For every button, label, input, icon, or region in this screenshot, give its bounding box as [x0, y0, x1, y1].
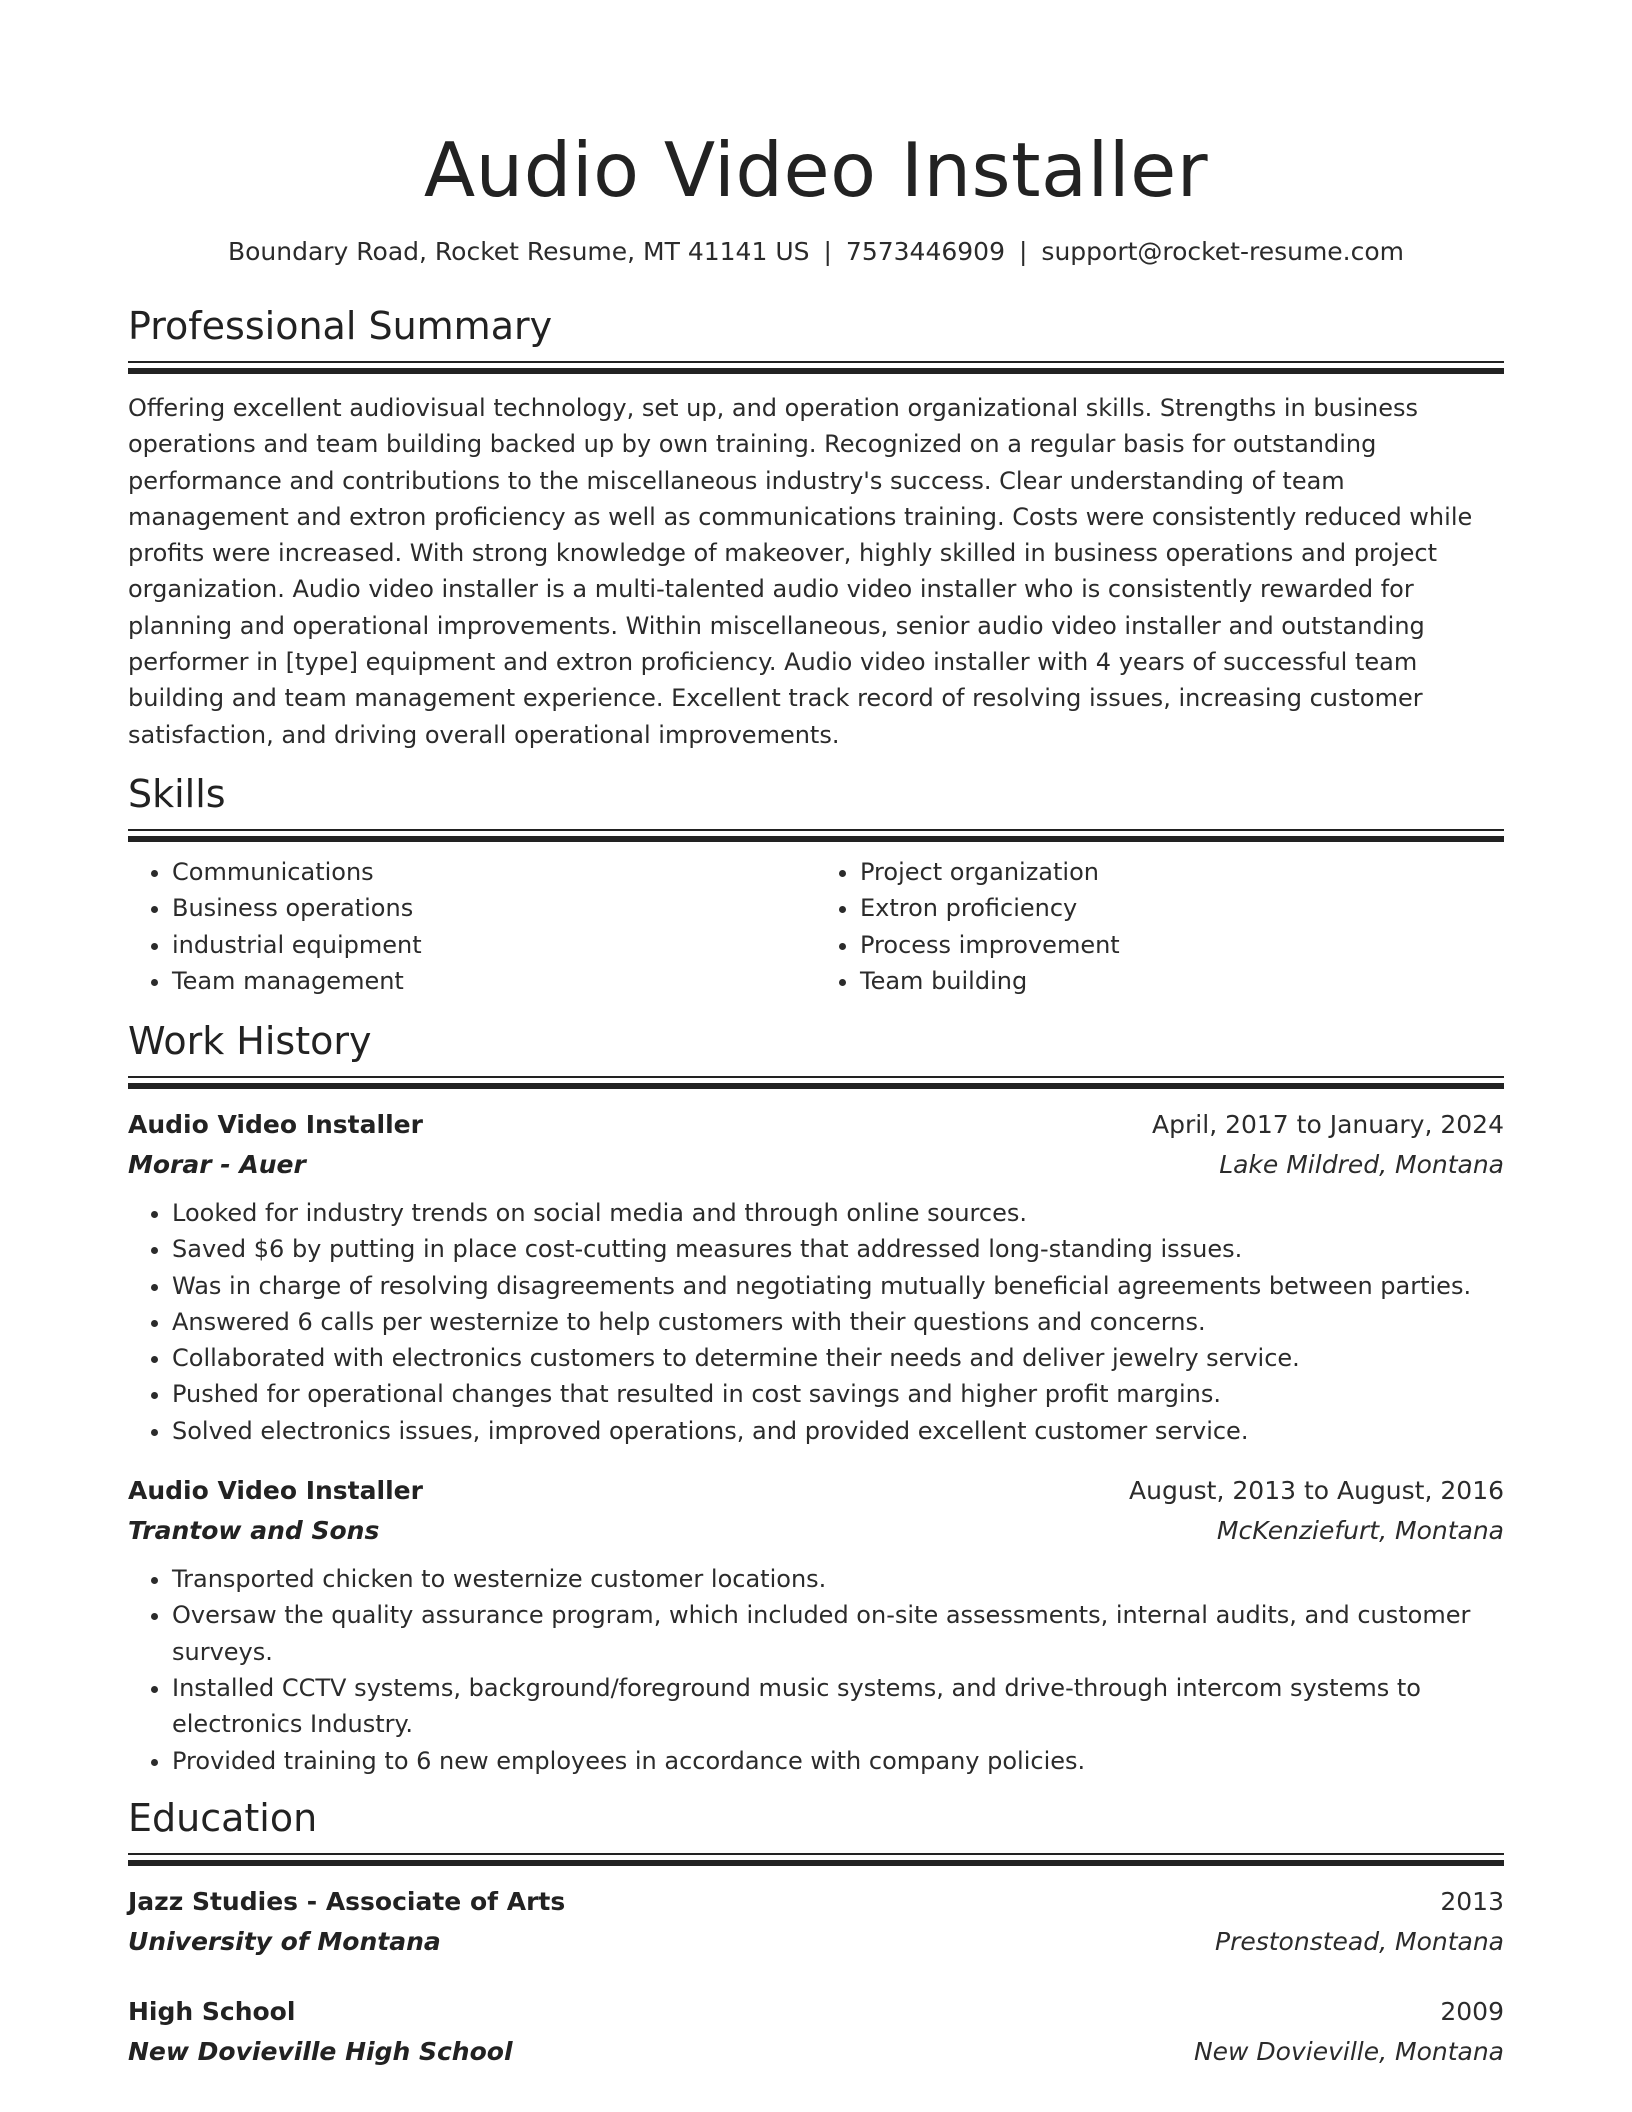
education-degree: Jazz Studies - Associate of Arts: [128, 1886, 566, 1916]
section-heading-summary: Professional Summary: [128, 304, 553, 348]
skill-item: • Team building: [860, 963, 1504, 1000]
job-bullet: • Looked for industry trends on social media and through online sources.: [172, 1195, 1504, 1231]
contact-line: [128, 234, 1504, 270]
section-heading-education: Education: [128, 1795, 318, 1840]
job-bullet: • Pushed for operational changes that resulted in cost savings and higher profit margins.: [172, 1376, 1504, 1412]
skill-item: • Business operations: [172, 890, 816, 927]
skill-item: • Team management: [172, 963, 816, 1000]
job-bullets: [128, 1561, 1504, 1779]
section-heading-skills: Skills: [128, 771, 226, 816]
job-bullet: • Provided training to 6 new employees in accordance with company policies.: [172, 1743, 1504, 1779]
job-dates: April, 2017 to January, 2024: [1152, 1109, 1504, 1139]
job-title: Audio Video Installer: [128, 1476, 423, 1506]
contact-phone: 7573446909: [845, 237, 1005, 266]
education-header-row: [128, 1882, 1504, 1922]
education-year: 2013: [1440, 1886, 1504, 1916]
education-location: Prestonstead, Montana: [1215, 1926, 1504, 1956]
skill-item: • Process improvement: [860, 927, 1504, 964]
education-degree: High School: [128, 1996, 296, 2026]
skill-item: • Project organization: [860, 854, 1504, 891]
skill-item: • Extron proficiency: [860, 890, 1504, 927]
education-school-row: [128, 1922, 1504, 1962]
summary-section: [128, 301, 1504, 753]
education-header-row: [128, 1992, 1504, 2032]
job-bullet: • Was in charge of resolving disagreements and negotiating mutually beneficial agreements between parties.: [172, 1268, 1504, 1304]
job-bullet: • Saved $6 by putting in place cost-cutting measures that addressed long-standing issues.: [172, 1231, 1504, 1267]
skills-list: [128, 854, 1504, 1000]
job-location: McKenziefurt, Montana: [1216, 1516, 1504, 1546]
section-divider: [128, 361, 1504, 374]
job-bullet: • Answered 6 calls per westernize to help customers with their questions and concerns.: [172, 1304, 1504, 1340]
education-entry: [128, 1992, 1504, 2072]
education-location: New Dovieville, Montana: [1193, 2036, 1504, 2066]
job-bullets: [128, 1195, 1504, 1449]
job-bullet: • Installed CCTV systems, background/foreground music systems, and drive-through intercom systems to electronics Industry.: [172, 1670, 1504, 1743]
section-heading-work: Work History: [128, 1018, 372, 1063]
skills-column-right: [816, 854, 1504, 1000]
job-title: Audio Video Installer: [128, 1109, 423, 1139]
education-year: 2009: [1440, 1996, 1504, 2026]
job-company-row: [128, 1145, 1504, 1185]
summary-text: Offering excellent audiovisual technology, set up, and operation organizational skills. Strengths in business operations and team building backed up by own training. Recognized on a regular basis for outstanding performance and contributions to the miscellaneous industry's success. Clear understanding of team management and extron proficiency as well as communications training. Costs were consistently reduced while profits were increased. With strong knowledge of makeover, highly skilled in business operations and project organization. Audio video installer is a multi-talented audio video installer who is consistently rewarded for planning and operational improvements. Within miscellaneous, senior audio video installer and outstanding performer in [type] equipment and extron proficiency. Audio video installer with 4 years of successful team building and team management experience. Excellent track record of resolving issues, increasing customer satisfaction, and driving overall operational improvements.: [128, 394, 1473, 749]
work-section: [128, 1016, 1504, 1779]
education-entry: [128, 1882, 1504, 1962]
job-header-row: [128, 1105, 1504, 1145]
contact-email: support@rocket-resume.com: [1041, 237, 1405, 266]
education-school: New Dovieville High School: [128, 2036, 513, 2066]
job-company-row: [128, 1511, 1504, 1551]
job-company: Trantow and Sons: [128, 1516, 380, 1546]
skill-item: • Communications: [172, 854, 816, 891]
education-school: University of Montana: [128, 1926, 441, 1956]
contact-separator: |: [1018, 237, 1028, 266]
skills-column-left: [128, 854, 816, 1000]
resume-title: Audio Video Installer: [423, 126, 1209, 214]
section-divider: [128, 829, 1504, 842]
job-bullet: • Transported chicken to westernize customer locations.: [172, 1561, 1504, 1597]
job-bullet: • Oversaw the quality assurance program, which included on-site assessments, internal audits, and customer surveys.: [172, 1597, 1504, 1670]
job-entry: [128, 1471, 1504, 1779]
job-header-row: [128, 1471, 1504, 1511]
skill-item: • industrial equipment: [172, 927, 816, 964]
contact-address: Boundary Road, Rocket Resume, MT 41141 US: [227, 237, 810, 266]
job-dates: August, 2013 to August, 2016: [1129, 1476, 1504, 1506]
section-divider: [128, 1076, 1504, 1089]
skills-section: [128, 769, 1504, 1000]
contact-separator: |: [823, 237, 832, 266]
education-school-row: [128, 2032, 1504, 2072]
job-entry: [128, 1105, 1504, 1449]
job-bullet: • Collaborated with electronics customers to determine their needs and deliver jewelry service.: [172, 1340, 1504, 1376]
section-divider: [128, 1853, 1504, 1866]
job-company: Morar - Auer: [128, 1149, 306, 1179]
education-section: [128, 1793, 1504, 2072]
job-bullet: • Solved electronics issues, improved operations, and provided excellent customer service.: [172, 1413, 1504, 1449]
job-location: Lake Mildred, Montana: [1219, 1149, 1504, 1179]
